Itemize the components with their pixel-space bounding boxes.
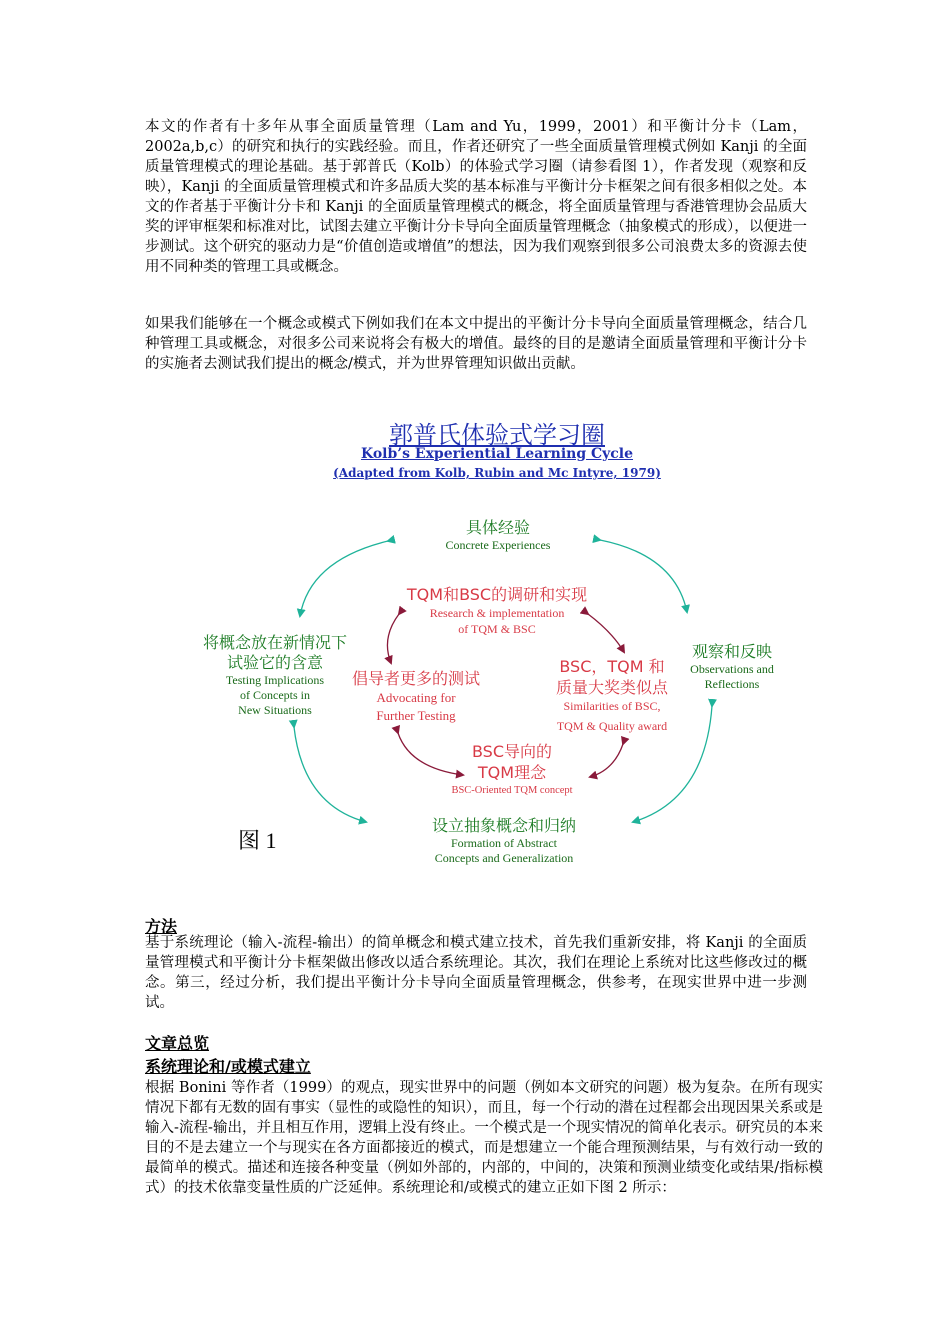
node-similarities: BSC，TQM 和 质量大奖类似点 Similarities of BSC, TQM & Quality award <box>555 657 668 733</box>
inner-arrow-bottom-right <box>590 744 623 777</box>
figure-title-en: Kolb’s Experiential Learning Cycle <box>360 446 634 462</box>
systems-paragraph: 根据 Bonini 等作者（1999）的观点，现实世界中的问题（例如本文研究的问题）极为复杂。在所有现实情况下都有无数的固有事实（显性的或隐性的知识），而且，每一个行动的潜在过程都会出现因果关系或是输入-流程-输出，并且相互作用，逻辑上没有终止。一个模式是一个现实情况的简单化表示。研究员的本来目的不是去建立一个与现实在各方面都接近的模式，而是想建立一个能合理预测结果，与有效行动一致的最简单的模式。描述和连接各种变量（例如外部的，内部的，中间的，决策和预测业绩变化或结果/指标模式）的技术依靠变量性质的广泛延伸。系统理论和/或模式的建立正如下图 2 所示： <box>145 1080 823 1196</box>
second-paragraph: 如果我们能够在一个概念或模式下例如我们在本文中提出的平衡计分卡导向全面质量管理概念，结合几种管理工具或概念，对很多公司来说将会有极大的增值。最终的目的是邀请全面质量管理和平衡计分卡的实施者去测试我们提出的概念/模式，并为世界管理知识做出贡献。 <box>145 316 807 372</box>
intro-paragraph: 本文的作者有十多年从事全面质量管理（Lam and Yu，1999，2001）和平衡计分卡（Lam，2002a,b,c）的研究和执行的实践经验。而且，作者还研究了一些全面质量管理模式例如 Kanji 的全面质量管理模式的理论基础。基于郭普氏（Kolb）的体验式学习圈（请参看图 1），作者发现（观察和反映），Kanji 的全面质量管理模式和许多品质大奖的基本标准与平衡计分卡框架之间有很多相似之处。本文的作者基于平衡计分卡和 Kanji 的全面质量管理模式的概念，将全面质量管理与香港管理协会品质大奖的评审框架和标准对比，试图去建立平衡计分卡导向全面质量管理概念（抽象模式的形成），以便进一步测试。这个研究的驱动力是“价值创造或增值”的想法，因为我们观察到很多公司浪费太多的资源去使用不同种类的管理工具或概念。 <box>145 119 807 275</box>
outer-arrow-top-left <box>300 541 388 616</box>
heading-overview: 文章总览 <box>145 1034 210 1053</box>
heading-method: 方法 <box>145 917 178 936</box>
node-bsc-oriented-tqm: BSC导向的 TQM理念 BSC-Oriented TQM concept <box>451 742 573 796</box>
node-concrete-experiences: 具体经验 Concrete Experiences <box>445 518 551 552</box>
method-paragraph: 基于系统理论（输入-流程-输出）的简单概念和模式建立技术，首先我们重新安排，将 Kanji 的全面质量管理模式和平衡计分卡框架做出修改以适合系统理论。其次，我们在理论上系统对比这些修改过的概念。第三，经过分析，我们提出平衡计分卡导向全面质量管理概念，供参考，在现实世界中进一步测试。 <box>145 935 807 1011</box>
node-research-implementation: TQM和BSC的调研和实现 Research & implementation of TQM & BSC <box>406 585 588 636</box>
figure-source: (Adapted from Kolb, Rubin and Mc Intyre, 1979) <box>333 466 661 480</box>
node-observations: 观察和反映 Observations and Reflections <box>690 642 774 691</box>
node-advocating-testing: 倡导者更多的测试 Advocating for Further Testing <box>351 669 480 723</box>
heading-systems-theory: 系统理论和/或模式建立 <box>145 1057 311 1076</box>
outer-arrow-top-right <box>600 540 687 612</box>
figure-title-zh: 郭普氏体验式学习圈 <box>389 421 605 449</box>
outer-arrow-bottom-left <box>294 727 366 822</box>
node-testing-implications: 将概念放在新情况下 试验它的含意 Testing Implications of Concepts in New Situations <box>202 633 347 717</box>
figure-label: 图 1 <box>238 828 277 853</box>
node-abstract-concepts: 设立抽象概念和归纳 Formation of Abstract Concepts and Generalization <box>431 816 576 865</box>
